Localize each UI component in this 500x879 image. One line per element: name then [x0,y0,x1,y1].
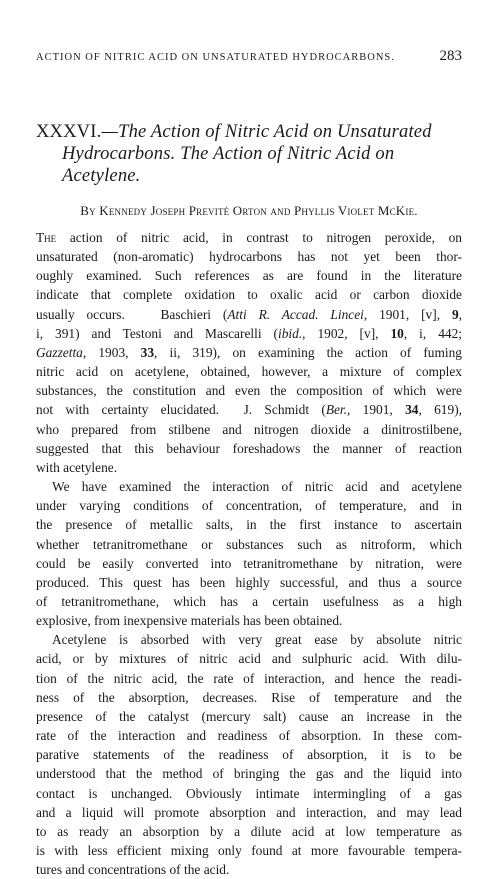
text-line: unsaturated (non-aromatic) hydrocarbons has not yet been thor- [36,249,462,265]
text-line: The action of nitric acid, in contrast to nitrogen peroxide, on [36,230,462,245]
paragraph-1 [36,228,462,477]
text-line: whether tetranitromethane or substances such as nitroform, which [36,536,462,552]
text-line: usually occurs. Baschieri (Atti R. Accad. Lincei, 1901, [v], 9, [36,306,462,322]
text-line: under varying conditions of concentration, of temperature, and in [36,498,462,514]
text-line: who prepared from stilbene and nitrogen dioxide a dinitrostilbene, [36,421,462,437]
text-line: and a liquid will promote absorption and interaction, and may lead [36,804,462,820]
text-line: to as ready an absorption by a dilute acid at low temperature as [36,823,462,839]
text-line: the presence of metallic salts, in the first instance to ascertain [36,517,462,533]
paragraph-3 [36,630,462,879]
text-line: of tetranitromethane, which has a certain usefulness as a high [36,593,462,609]
paragraph-2 [36,477,462,630]
article-number: XXXVI. [36,122,102,142]
text-line: produced. This quest has been highly successful, and thus a source [36,574,462,590]
running-header [36,48,462,65]
running-title: ACTION OF NITRIC ACID ON UNSATURATED HYDROCARBONS. [36,52,395,63]
text-line: nitric acid on acetylene, obtained, however, a mixture of complex [36,364,462,380]
text-line: indicate that complete oxidation to oxalic acid or carbon dioxide [36,287,462,303]
text-line: oughly examined. Such references as are found in the literature [36,268,462,284]
text-line: rate of the interaction and readiness of absorption. In these com- [36,728,462,744]
text-line: presence of the catalyst (mercury salt) cause an increase in the [36,708,462,724]
text-line: contact is unchanged. Obviously intimate intermingling of a gas [36,785,462,801]
text-line: with acetylene. [36,459,118,475]
text-line: is with less efficient mixing only found at more favourable tempera- [36,843,462,858]
article-title [36,121,462,187]
title-line-1: —The Action of Nitric Acid on Unsaturated [101,122,432,142]
text-line: acid, or by mixtures of nitric acid and sulphuric acid. With dilu- [36,651,462,667]
text-line: i, 391) and Testoni and Mascarelli (ibid., 1902, [v], 10, i, 442; [36,325,462,341]
text-line: parative statements of the readiness of absorption, it is to be [36,747,462,763]
title-line-3: Acetylene. [62,166,141,186]
text-line: ness of the absorption, decreases. Rise of temperature and the [36,689,462,705]
page-number: 283 [439,48,462,64]
text-line: Acetylene is absorbed with very great ease by absolute nitric [52,632,462,648]
text-line: understood that the method of bringing the gas and the liquid into [36,766,462,782]
title-line-2: Hydrocarbons. The Action of Nitric Acid on [62,144,395,164]
text-line: suggested that this behaviour foreshadows the manner of reaction [36,440,462,456]
text-line: tures and concentrations of the acid. [36,862,230,878]
authors-line: By Kennedy Joseph Previté Orton and Phyllis Violet McKie. [80,203,418,218]
text-line: We have examined the interaction of nitric acid and acetylene [52,479,462,495]
text-line: explosive, from inexpensive materials has been obtained. [36,613,343,629]
text-line: Gazzetta, 1903, 33, ii, 319), on examining the action of fuming [36,344,462,360]
text-line: could be easily converted into tetranitromethane by nitration, were [36,555,462,571]
text-line: substances, the constitution and even the composition of which were [36,383,462,399]
article-body [36,228,462,879]
text-line: tion of the nitric acid, the rate of interaction, and hence the readi- [36,670,462,686]
text-line: not with certainty elucidated. J. Schmidt (Ber., 1901, 34, 619), [36,402,462,418]
